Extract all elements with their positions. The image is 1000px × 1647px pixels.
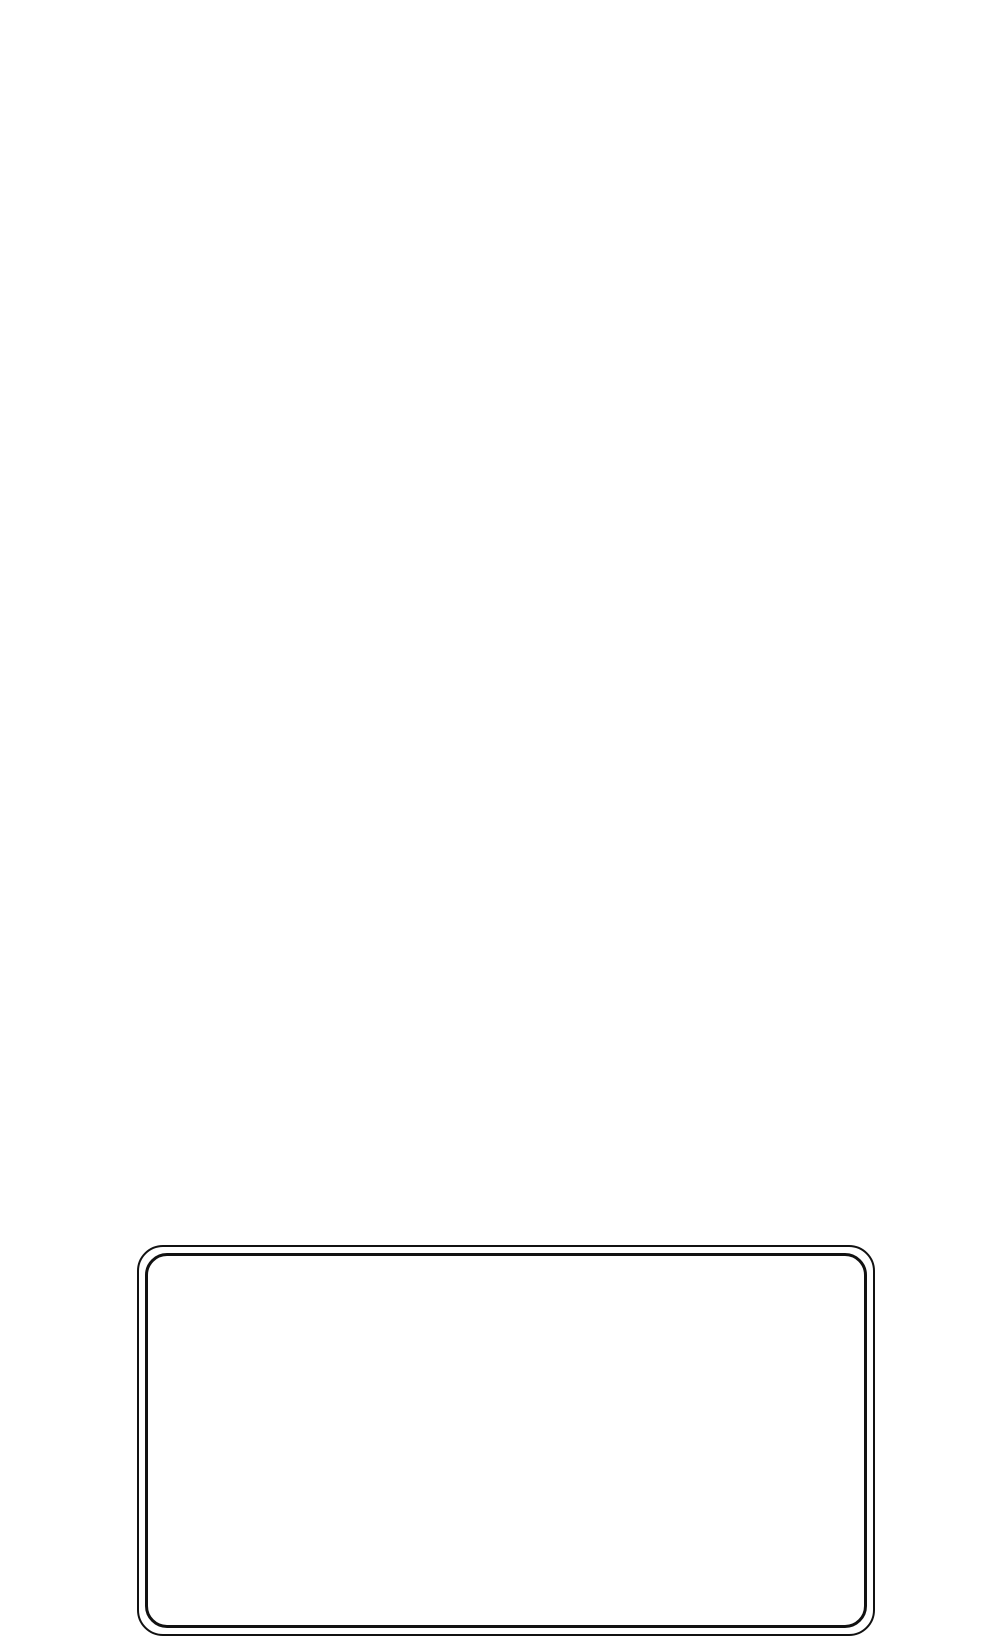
daily-plates-inner-border — [145, 1253, 867, 1628]
daily-plates-box — [137, 1245, 875, 1636]
